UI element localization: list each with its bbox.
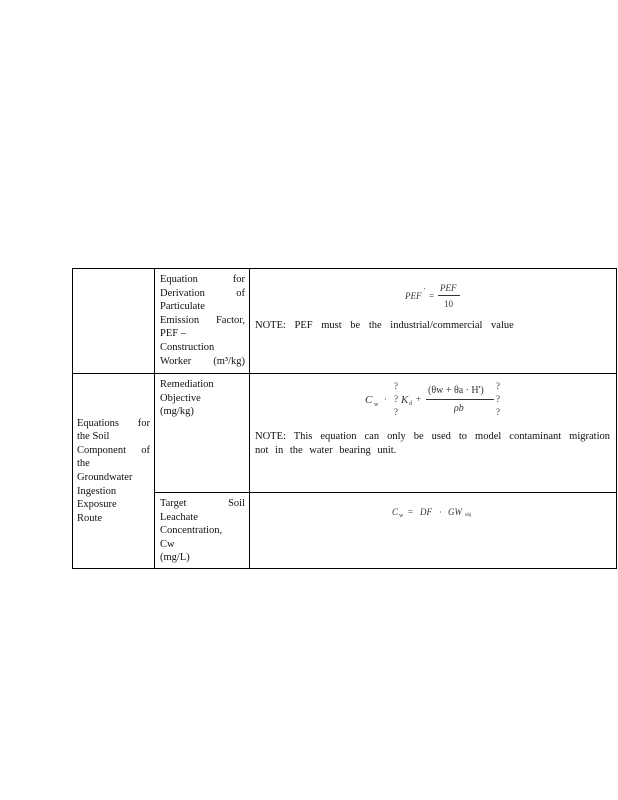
remediation-label-line: (mg/kg) [160,406,194,418]
kd-symbol: K [401,394,409,406]
remediation-numerator: (θw + θa ⋅ H') [428,385,484,396]
group-label-line: Ingestion [77,485,117,497]
leachate-label-line: Leachate [160,511,198,523]
remediation-note-line: not in the water bearing unit. [255,444,397,456]
leachate-label-line: Target Soil [160,498,245,509]
leachate-label-line: Concentration, [160,525,223,537]
group-label-line: Component of [77,444,150,456]
pef-label-line: Equation for [160,274,245,285]
remediation-fraction-bar [426,399,494,400]
times-operator: ⋅ [439,507,442,517]
bracket-glyph: ? [496,394,500,404]
group-label-line: Equations for [77,417,150,429]
remediation-note [255,430,610,457]
remediation-label-line: Remediation [160,379,214,390]
table-row-pef [73,269,617,374]
pef-label-line: Derivation of [160,287,245,299]
kd-sub: d [409,401,412,407]
leachate-lhs: C [392,507,399,517]
pef-equals: = [429,291,435,301]
group-label-line: the [77,458,90,470]
leachate-lhs-sub: w [399,513,404,519]
bracket-glyph: ? [394,407,398,417]
remediation-note-line: NOTE: This equation can only be used to model contaminant migration [255,431,610,442]
pef-label-line: Particulate [160,301,205,313]
group-label-line: Route [77,512,103,524]
pef-label-line: Construction [160,341,215,353]
bracket-glyph: ? [496,407,500,417]
remediation-label-line: Objective [160,392,201,404]
pef-equation-cell [250,269,617,374]
table-row-remediation [73,374,617,493]
pef-denominator: 10 [444,299,453,309]
gw-symbol: GW [448,507,462,517]
times-operator: ⋅ [384,394,387,404]
df-symbol: DF [420,507,432,517]
remediation-denominator: ρb [454,403,464,414]
gw-sub: obj [465,513,472,518]
group-label-line: the Soil [77,431,110,443]
pef-prime: ' [424,287,426,295]
pef-label-cell [155,269,250,374]
pef-fraction-bar [438,295,460,296]
table-row-leachate [73,493,617,569]
remediation-lhs: C [365,394,373,406]
group-label-line: Groundwater [77,472,133,483]
pef-label-line: PEF – [160,328,186,340]
pef-label-line: Emission Factor, [160,314,245,326]
leachate-equals: = [408,507,414,517]
remediation-lhs-sub: w [374,402,379,408]
leachate-label-line: Cw [160,538,175,550]
leachate-equation-cell [250,493,617,569]
bracket-glyph: ? [496,381,500,391]
pef-lhs: PEF [405,291,422,301]
remediation-equation-cell [250,374,617,493]
leachate-label-line: (mg/L) [160,552,190,564]
plus-operator: + [416,394,422,404]
group-label-line: Exposure [77,499,117,511]
leachate-label-cell [155,493,250,569]
pef-label-line: Worker (m³/kg) [160,355,245,367]
empty-group-cell [73,269,155,374]
group-label-cell [73,374,155,569]
remediation-label-cell [155,374,250,493]
bracket-glyph: ? [394,394,398,404]
pef-numerator: PEF [440,283,457,293]
pef-note: NOTE: PEF must be the industrial/commercial value [255,320,514,331]
equation-table [72,268,617,569]
bracket-glyph: ? [394,381,398,391]
